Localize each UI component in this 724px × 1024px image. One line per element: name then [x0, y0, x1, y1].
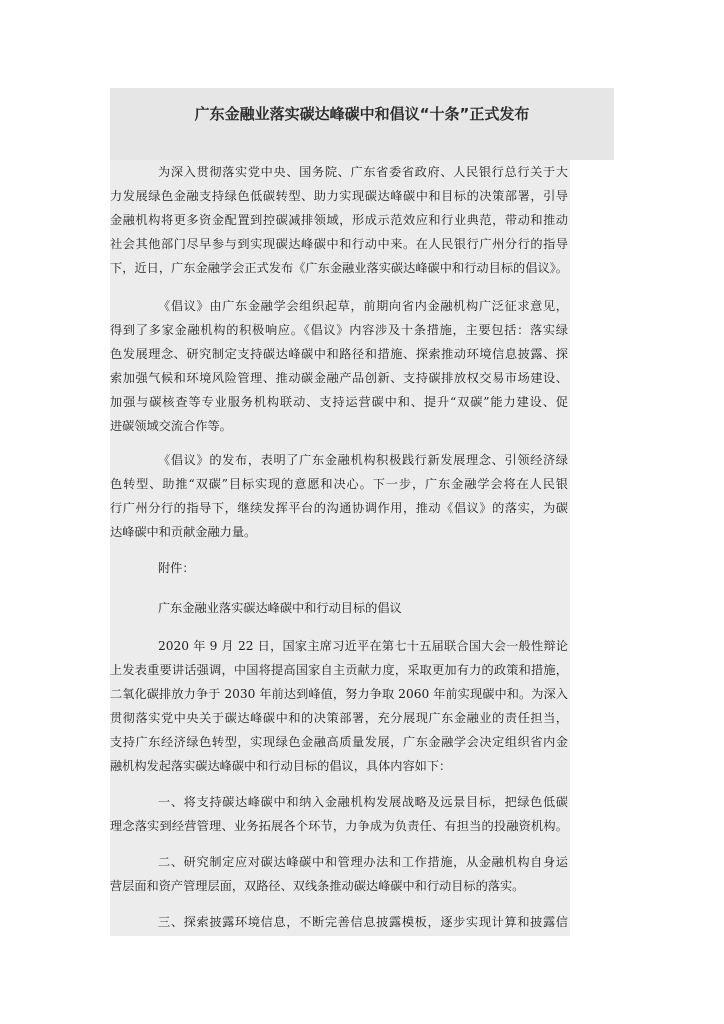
- text-line: 附件：: [158, 561, 195, 575]
- article-body: [110, 160, 614, 936]
- text-line: 色发展理念、研究制定支持碳达峰碳中和路径和措施、探索推动环境信息披露、探: [110, 347, 568, 361]
- paragraph-background: [110, 634, 568, 778]
- attachment-title: [110, 596, 568, 620]
- paragraph-drafting: [110, 294, 568, 438]
- text-line: 二氧化碳排放力争于 2030 年前达到峰值，努力争取 2060 年前实现碳中和。为深入: [110, 687, 568, 701]
- text-line: 二、研究制定应对碳达峰碳中和管理办法和工作措施，从金融机构自身运: [158, 855, 568, 869]
- title-band: [110, 88, 614, 160]
- text-line: 得到了多家金融机构的积极响应。《倡议》内容涉及十条措施，主要包括：落实绿: [110, 323, 568, 337]
- text-line: 广东金融业落实碳达峰碳中和行动目标的倡议: [158, 601, 402, 615]
- measure-item-3: [110, 910, 568, 934]
- text-line: 三、探索披露环境信息，不断完善信息披露模板，逐步实现计算和披露信: [158, 915, 568, 929]
- measure-item-2: [110, 850, 568, 898]
- text-line: 支持广东经济绿色转型，实现绿色金融高质量发展，广东金融学会决定组织省内金: [110, 735, 568, 749]
- text-line: 下，近日，广东金融学会正式发布《广东金融业落实碳达峰碳中和行动目标的倡议》。: [110, 261, 568, 275]
- text-line: 《倡议》的发布，表明了广东金融机构积极践行新发展理念、引领经济绿: [158, 453, 568, 467]
- text-line: 为深入贯彻落实党中央、国务院、广东省委省政府、人民银行总行关于大: [158, 165, 568, 179]
- text-line: 社会其他部门尽早参与到实现碳达峰碳中和行动中来。在人民银行广州分行的指导: [110, 237, 568, 251]
- measure-item-1: [110, 790, 568, 838]
- text-line: 索加强气候和环境风险管理、推动碳金融产品创新、支持碳排放权交易市场建设、: [110, 371, 568, 385]
- text-line: 理念落实到经营管理、业务拓展各个环节，力争成为负责任、有担当的投融资机构。: [110, 819, 568, 833]
- text-line: 营层面和资产管理层面，双路径、双线条推动碳达峰碳中和行动目标的落实。: [110, 879, 525, 893]
- text-line: 进碳领域交流合作等。: [110, 419, 232, 433]
- text-line: 融机构发起落实碳达峰碳中和行动目标的倡议，具体内容如下：: [110, 759, 452, 773]
- text-line: 色转型、助推“双碳”目标实现的意愿和决心。下一步，广东金融学会将在人民银: [110, 477, 568, 491]
- text-line: 2020 年 9 月 22 日，国家主席习近平在第七十五届联合国大会一般性辩论: [158, 639, 568, 653]
- text-line: 力发展绿色金融支持绿色低碳转型、助力实现碳达峰碳中和目标的决策部署，引导: [110, 189, 568, 203]
- text-line: 《倡议》由广东金融学会组织起草，前期向省内金融机构广泛征求意见，: [158, 299, 568, 313]
- text-line: 一、将支持碳达峰碳中和纳入金融机构发展战略及远景目标，把绿色低碳: [158, 795, 568, 809]
- text-line: 贯彻落实党中央关于碳达峰碳中和的决策部署，充分展现广东金融业的责任担当，: [110, 711, 568, 725]
- text-line: 上发表重要讲话强调，中国将提高国家自主贡献力度，采取更加有力的政策和措施，: [110, 663, 568, 677]
- paragraph-significance: [110, 448, 568, 544]
- text-line: 达峰碳中和贡献金融力量。: [110, 525, 257, 539]
- text-line: 金融机构将更多资金配置到控碳减排领域，形成示范效应和行业典范，带动和推动: [110, 213, 568, 227]
- paragraph-intro: [110, 160, 568, 280]
- attachment-label: [110, 556, 568, 580]
- article-title: 广东金融业落实碳达峰碳中和倡议“十条”正式发布: [194, 105, 530, 123]
- text-line: 加强与碳核查等专业服务机构联动、支持运营碳中和、提升“双碳”能力建设、促: [110, 395, 568, 409]
- text-line: 行广州分行的指导下，继续发挥平台的沟通协调作用，推动《倡议》的落实，为碳: [110, 501, 568, 515]
